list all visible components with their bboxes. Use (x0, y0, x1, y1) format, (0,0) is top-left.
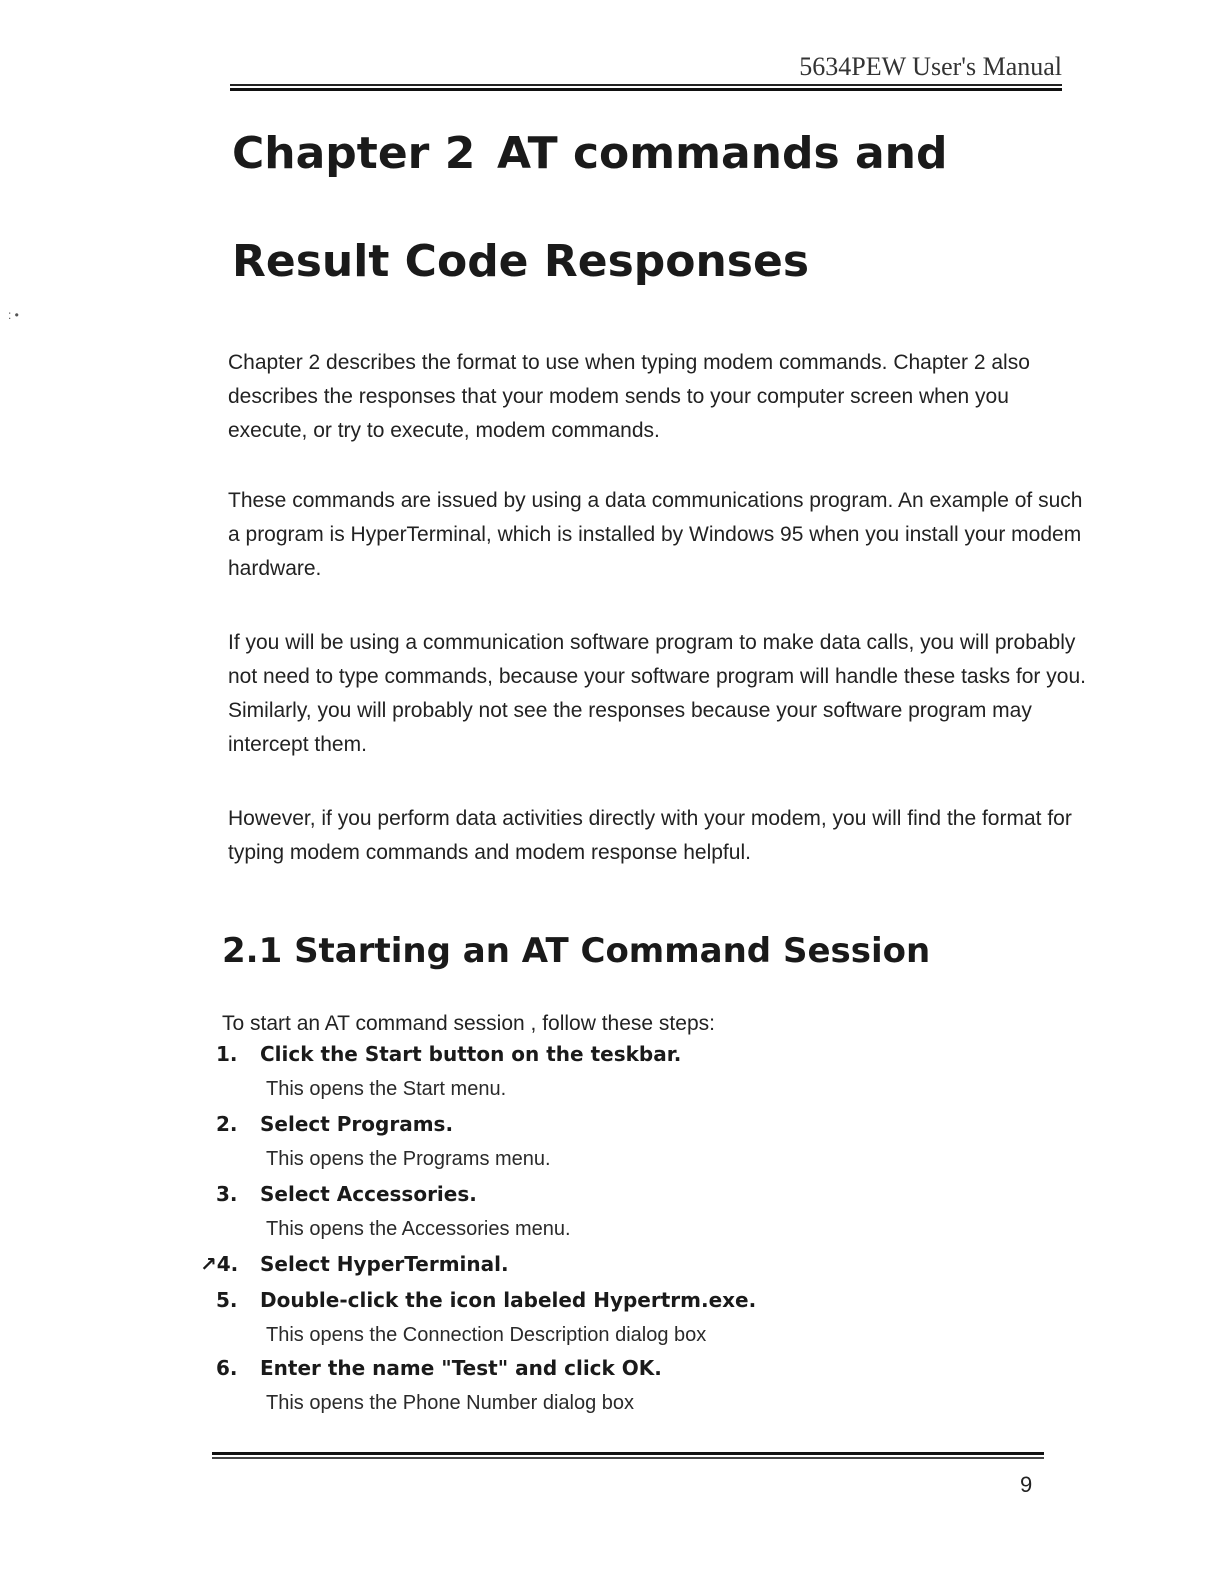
list-item (0, 1042, 1224, 1112)
paragraph-programs: These commands are issued by using a data communications program. An example of such a program is HyperTerminal, which is installed by Windows 95 when you install your modem hardware. (228, 489, 1083, 580)
step-number: 5. (216, 1288, 238, 1312)
page-number: 9 (1020, 1472, 1033, 1497)
list-item (0, 1182, 1224, 1252)
list-item (0, 1356, 1224, 1426)
step-number: 2. (216, 1112, 238, 1136)
step-title: Select Accessories. (260, 1182, 477, 1206)
step-title: Select Programs. (260, 1112, 454, 1136)
paragraph-intro: Chapter 2 describes the format to use when typing modem commands. Chapter 2 also describes the responses that your modem sends to your computer screen when you execute, or try to execute, modem commands. (228, 351, 1030, 442)
chapter-title-line-2: Result Code Responses (232, 236, 810, 287)
step-title: Select HyperTerminal. (260, 1252, 509, 1276)
step-title: Click the Start button on the teskbar. (260, 1042, 682, 1066)
paragraph-software: If you will be using a communication software program to make data calls, you will probably not need to type commands, because your software program will handle these tasks for you. Similarly, you will probably not see the responses because your software program may intercept them. (228, 631, 1086, 756)
header-rule (230, 84, 1062, 91)
manual-title: 5634PEW User's Manual (799, 52, 1062, 81)
footer-rule (212, 1452, 1044, 1459)
step-number: 1. (216, 1042, 238, 1066)
step-description: This opens the Phone Number dialog box (266, 1392, 635, 1414)
step-description: This opens the Connection Description dialog box (266, 1324, 707, 1346)
step-description: This opens the Start menu. (266, 1078, 507, 1100)
chapter-title-text-1: AT commands and (497, 128, 948, 179)
section-title: 2.1 Starting an AT Command Session (222, 931, 931, 971)
section-intro: To start an AT command session , follow these steps: (222, 1012, 715, 1035)
step-number: 3. (216, 1182, 238, 1206)
chapter-title-line-1 (232, 128, 948, 179)
paragraph-direct: However, if you perform data activities directly with your modem, you will find the format for typing modem commands and modem response helpful. (228, 807, 1072, 864)
step-title: Double-click the icon labeled Hypertrm.exe. (260, 1288, 757, 1312)
list-item (0, 1288, 1224, 1358)
list-item (0, 1112, 1224, 1182)
step-title: Enter the name "Test" and click OK. (260, 1356, 662, 1380)
margin-mark: : • (8, 308, 19, 322)
step-number: 6. (216, 1356, 238, 1380)
step-number: ↗4. (200, 1252, 239, 1276)
list-item (0, 1252, 1224, 1286)
chapter-number: Chapter 2 (232, 128, 476, 179)
step-description: This opens the Programs menu. (266, 1148, 551, 1170)
step-description: This opens the Accessories menu. (266, 1218, 571, 1240)
